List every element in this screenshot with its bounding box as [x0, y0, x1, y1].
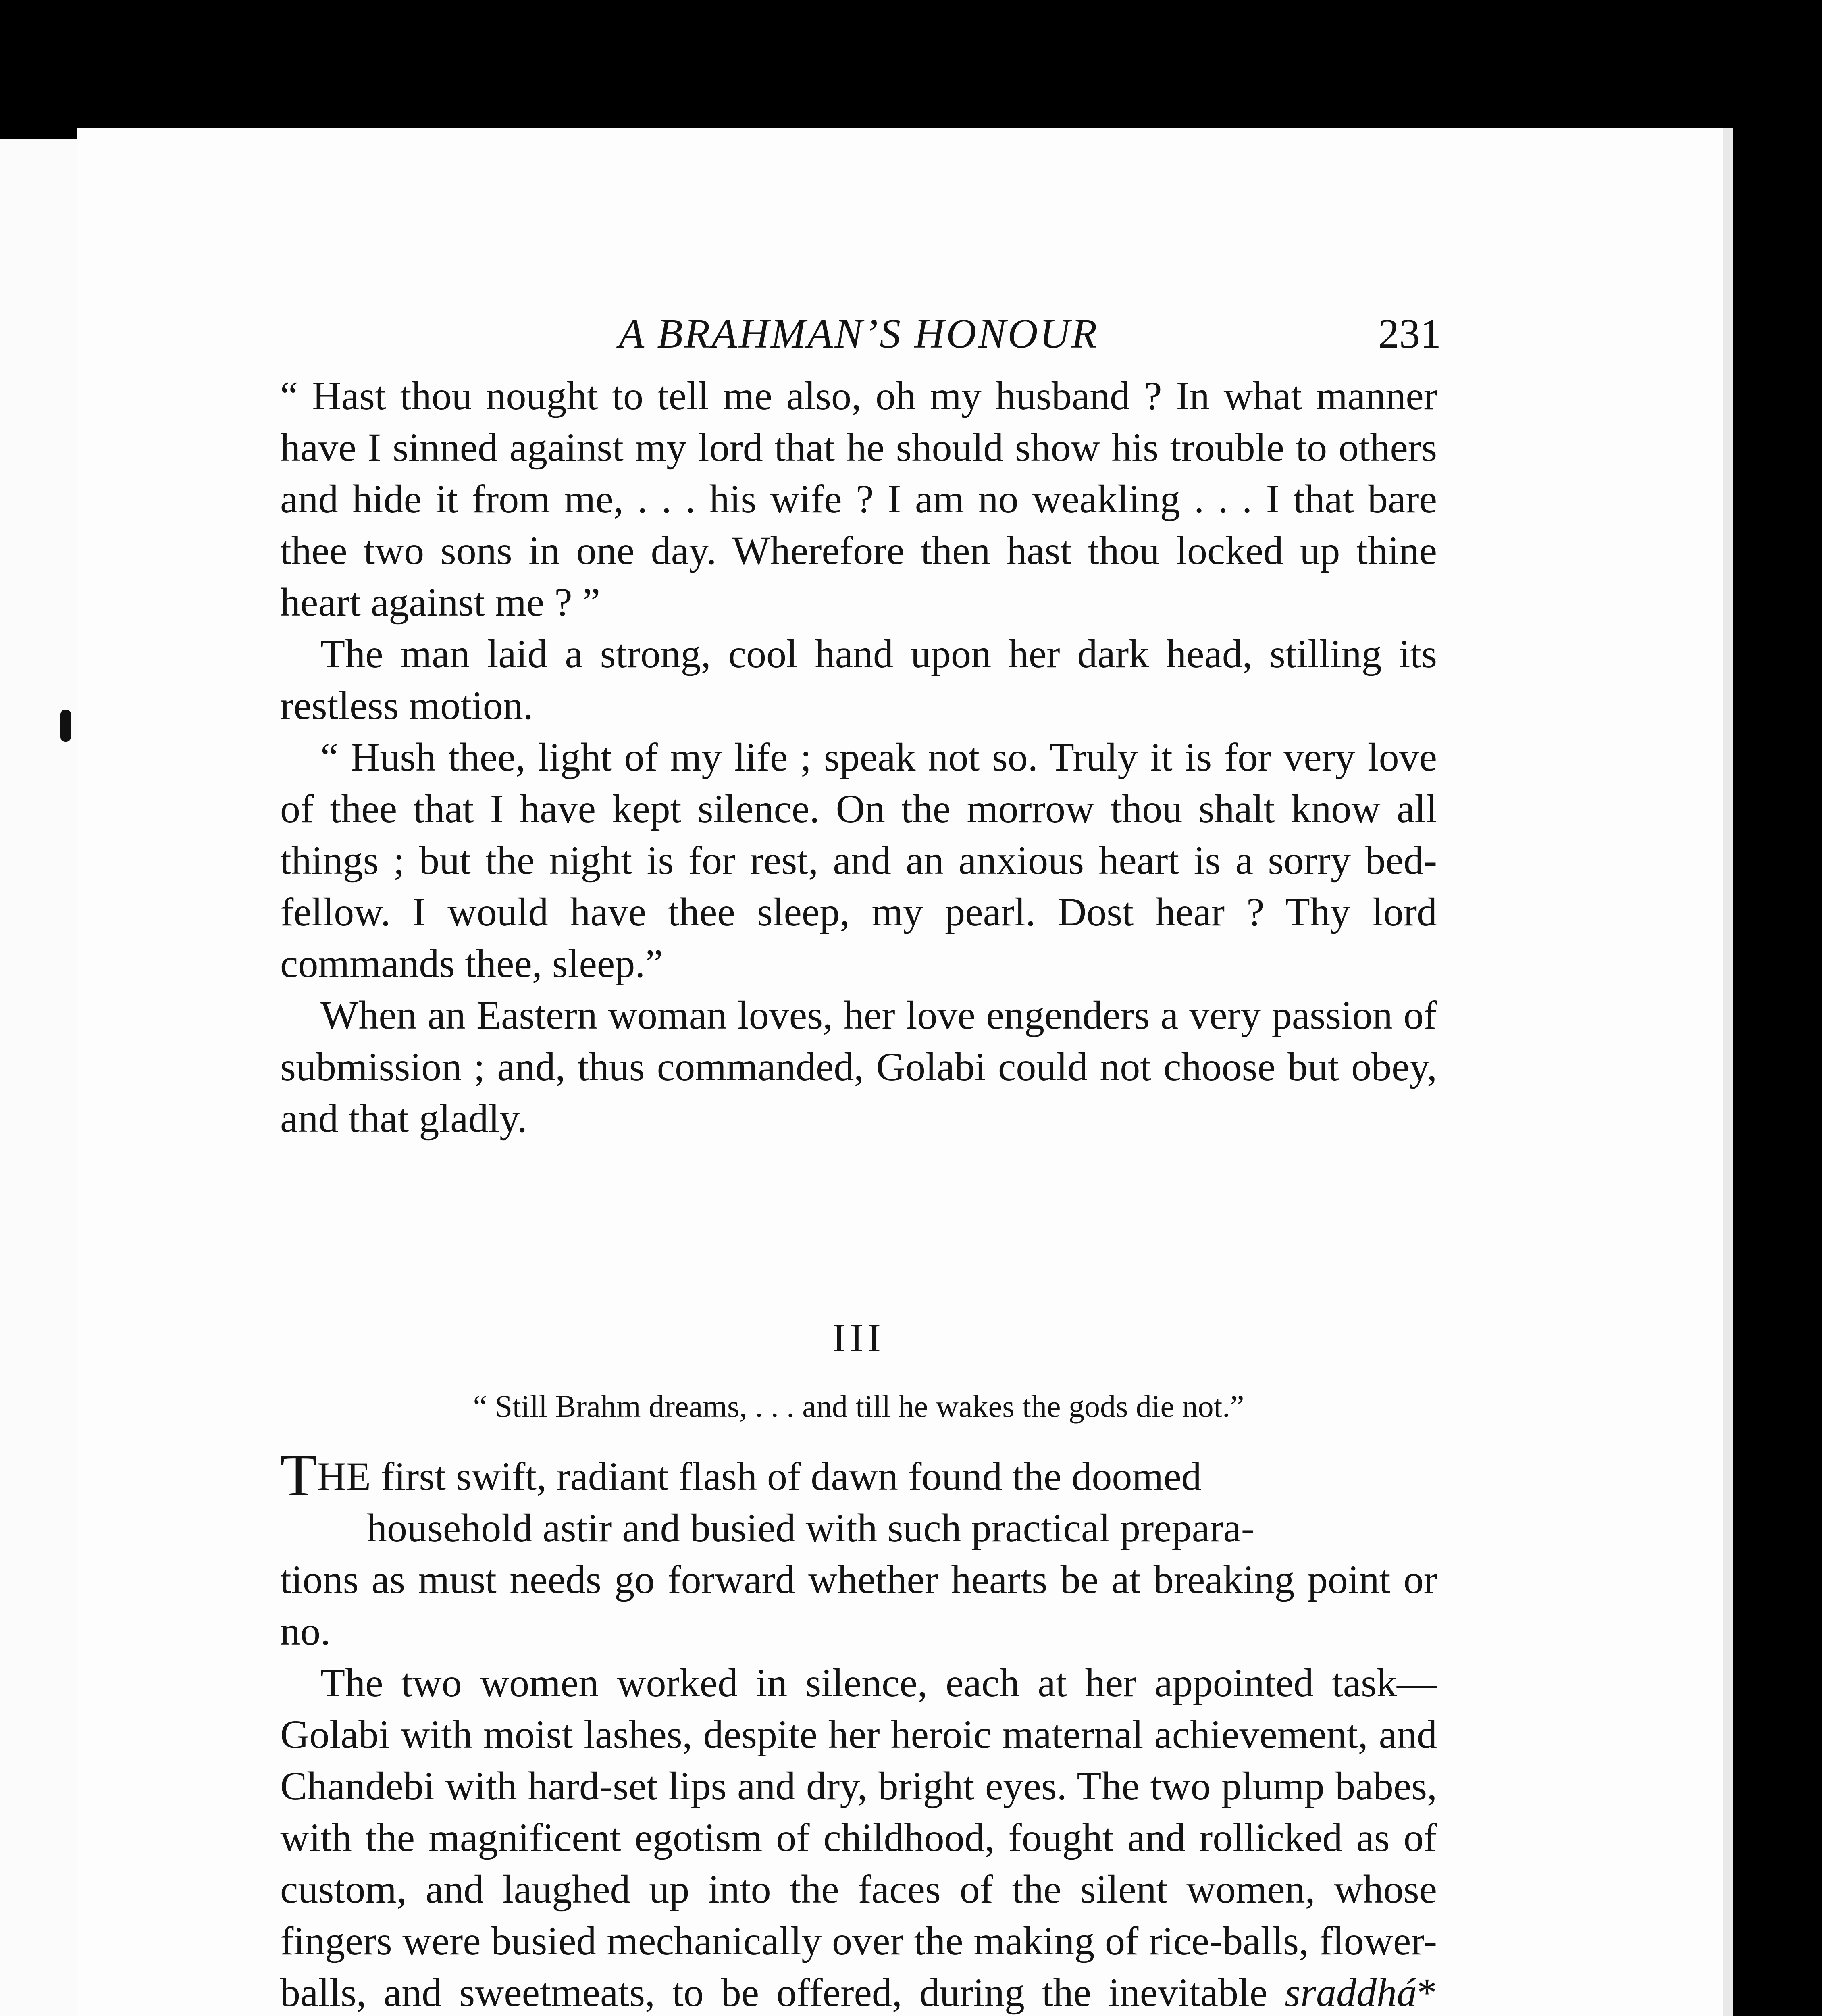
paragraph: “ Hush thee, light of my life ; speak not so. Truly it is for very love of thee that I have kept silence. On the morrow thou shalt know all things ; but the night is for rest, and an anxious heart is a sorry bed-fellow. I would have thee sleep, my pearl. Dost hear ? Thy lord commands thee, sleep.” — [280, 735, 1437, 986]
paragraph: When an Eastern woman loves, her love engenders a very passion of submission ; and, thus commanded, Golabi could not choose but obey, and that gladly. — [280, 993, 1437, 1141]
epigraph: “ Still Brahm dreams, . . . and till he wakes the gods die not.” — [473, 1389, 1244, 1424]
opening-paragraph — [280, 1442, 1437, 1657]
drop-cap: T — [280, 1442, 317, 1509]
footnote-marker: * — [1417, 1970, 1437, 2015]
binding-mark — [60, 710, 71, 742]
opening-first-line — [280, 1442, 1437, 1509]
book-page — [77, 128, 1733, 2016]
opening-second-line: household astir and busied with such practical prepara- — [367, 1506, 1255, 1550]
running-title: A BRAHMAN’S HONOUR — [618, 310, 1099, 357]
running-header — [280, 306, 1441, 370]
facing-page-edge — [0, 139, 79, 2016]
paragraph-with-footnote — [280, 1657, 1437, 2016]
paragraph-text: The two women worked in silence, each at her appointed task—Golabi with moist lashes, despite her heroic maternal achievement, and Chandebi with hard-set lips and dry, bright eyes. The two plump babes, with the magnificent egotism of childhood, fought and rollicked as of custom, and laughed up into the faces of the silent women, whose fingers were busied mechanically over the making of rice-balls, flower-balls, and sweetmeats, to be offered, during the inevitable — [280, 1660, 1437, 2015]
page-number: 231 — [1378, 310, 1441, 357]
opening-first-line-text: HE first swift, radiant flash of dawn found the doomed — [317, 1454, 1202, 1499]
italic-term: sraddhá — [1285, 1970, 1417, 2015]
paragraph: “ Hast thou nought to tell me also, oh my husband ? In what manner have I sinned against my lord that he should show his trouble to others and hide it from me, . . . his wife ? I am no weakling . . . I that bare thee two sons in one day. Wherefore then hast thou locked up thine heart against me ? ” — [280, 373, 1437, 625]
section-heading: III — [832, 1315, 885, 1360]
opening-rest: tions as must needs go forward whether hearts be at breaking point or no. — [280, 1557, 1437, 1654]
paragraph: The man laid a strong, cool hand upon her dark head, stilling its restless motion. — [280, 631, 1437, 728]
text-block — [280, 306, 1441, 2016]
